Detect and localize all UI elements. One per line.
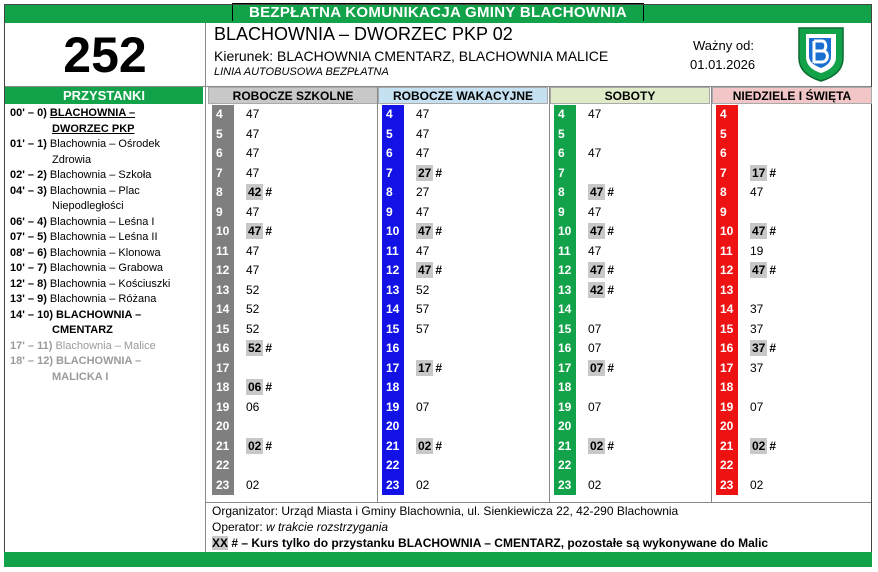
stop-name: Blachownia – Grabowa: [49, 262, 164, 274]
minute-highlighted: 37: [752, 341, 766, 355]
minute-cell: [416, 261, 442, 281]
hour-cell: 19: [554, 398, 576, 418]
stop-name: CMENTARZ: [52, 324, 113, 336]
minute-highlighted: 52: [248, 341, 262, 355]
hour-cell: 12: [716, 261, 738, 281]
hour-cell: 23: [716, 476, 738, 496]
hash-marker: #: [435, 224, 443, 238]
stop-item: [10, 323, 204, 339]
minute-highlighted: 02: [248, 438, 262, 453]
stop-item: [10, 168, 204, 184]
minute-cell: 47: [246, 126, 260, 141]
hour-cell: 14: [212, 300, 234, 320]
minute-highlighted: 47: [752, 224, 766, 238]
minute-cell: 47: [588, 107, 602, 121]
minute-highlighted: 06: [248, 380, 262, 394]
hash-marker: #: [607, 224, 615, 238]
minute-cell: 47: [246, 204, 260, 219]
hour-cell: 10: [212, 222, 234, 242]
column-header: SOBOTY: [550, 87, 710, 104]
stop-code: 01' – 1): [10, 138, 50, 150]
hour-cell: 4: [212, 105, 234, 125]
hour-cell: 13: [716, 281, 738, 301]
stop-item: [10, 122, 204, 138]
minute-cell: 37: [750, 360, 764, 375]
hour-cell: 5: [382, 125, 404, 145]
stops-header: PRZYSTANKI: [5, 87, 203, 104]
minute-cell: 47: [246, 165, 260, 180]
stop-item: [10, 215, 204, 231]
hash-marker: #: [607, 438, 615, 453]
stop-code: [10, 323, 52, 339]
minute-highlighted: 47: [248, 224, 262, 238]
hour-cell: 15: [554, 320, 576, 340]
minute-cell: [246, 378, 272, 398]
hour-cell: 19: [716, 398, 738, 418]
hash-marker: #: [769, 165, 777, 180]
hour-cell: 23: [382, 476, 404, 496]
minute-cell: [416, 437, 442, 457]
operator-line: [212, 520, 388, 534]
hash-marker: #: [435, 263, 443, 277]
hour-cell: 6: [554, 144, 576, 164]
minute-cell: [588, 261, 614, 281]
hour-cell: 10: [716, 222, 738, 242]
hour-cell: 17: [382, 359, 404, 379]
hour-cell: 20: [382, 417, 404, 437]
hour-cell: 12: [212, 261, 234, 281]
minute-cell: 02: [750, 477, 764, 492]
minute-cell: [750, 437, 776, 457]
hour-cell: 13: [554, 281, 576, 301]
hour-cell: 12: [554, 261, 576, 281]
minute-highlighted: 47: [590, 263, 604, 277]
hour-cell: 7: [716, 164, 738, 184]
stop-name: BLACHOWNIA –: [56, 308, 142, 321]
stop-item: [10, 339, 204, 355]
minute-cell: 47: [588, 204, 602, 219]
hour-cell: 11: [382, 242, 404, 262]
route-title: BLACHOWNIA – DWORZEC PKP 02: [214, 24, 513, 44]
hour-cell: 21: [212, 437, 234, 457]
stop-name: Blachownia – Kościuszki: [49, 277, 171, 290]
minute-cell: 47: [588, 243, 602, 258]
minute-cell: [416, 164, 442, 184]
hour-cell: 6: [212, 144, 234, 164]
stops-list: [10, 106, 204, 385]
hour-cell: 16: [554, 339, 576, 359]
operator-value: w trakcie rozstrzygania: [266, 520, 389, 534]
minute-cell: 19: [750, 243, 764, 258]
hour-cell: 16: [382, 339, 404, 359]
hour-cell: 9: [382, 203, 404, 223]
stop-code: [10, 370, 52, 386]
hash-marker: #: [265, 185, 273, 199]
hour-cell: 18: [382, 378, 404, 398]
minute-cell: 57: [416, 321, 430, 336]
stop-code: 06' – 4): [10, 215, 50, 228]
hour-cell: 14: [716, 300, 738, 320]
column-divider: [377, 87, 378, 502]
stop-item: [10, 370, 204, 386]
hour-cell: 17: [212, 359, 234, 379]
minute-cell: 07: [750, 399, 764, 414]
minute-highlighted: 02: [752, 438, 766, 453]
stop-code: [10, 153, 52, 169]
legend-note: [212, 536, 768, 550]
stop-code: 13' – 9): [10, 293, 50, 305]
hour-cell: 22: [716, 456, 738, 476]
minute-cell: [588, 183, 614, 203]
minute-cell: [750, 164, 776, 184]
minute-cell: 27: [416, 185, 430, 199]
hour-cell: 10: [554, 222, 576, 242]
stop-code: 08' – 6): [10, 246, 50, 259]
hour-cell: 17: [554, 359, 576, 379]
minute-cell: 47: [416, 146, 430, 160]
stop-item: [10, 277, 204, 293]
minute-cell: 37: [750, 302, 764, 316]
minute-highlighted: 02: [418, 438, 432, 453]
hash-marker: #: [607, 360, 615, 375]
minute-cell: [588, 359, 614, 379]
municipality-crest-icon: [797, 26, 845, 82]
minute-cell: 07: [588, 399, 602, 414]
hash-marker: #: [769, 438, 777, 453]
hour-cell: 4: [382, 105, 404, 125]
legend-marker: XX: [212, 536, 229, 550]
stop-name: Blachownia – Różana: [49, 293, 157, 305]
minute-cell: 02: [246, 477, 260, 492]
column-header: ROBOCZE WAKACYJNE: [378, 87, 548, 104]
minute-cell: [750, 261, 776, 281]
hour-cell: 23: [554, 476, 576, 496]
hour-cell: 21: [716, 437, 738, 457]
organizer-text: Organizator: Urząd Miasta i Gminy Blachownia, ul. Sienkiewicza 22, 42-290 Blachownia: [212, 504, 679, 518]
minute-cell: [588, 437, 614, 457]
hour-cell: 22: [212, 456, 234, 476]
stop-item: [10, 246, 204, 262]
stop-item: [10, 230, 204, 246]
hour-cell: 15: [382, 320, 404, 340]
stop-code: 10' – 7): [10, 262, 50, 274]
hour-cell: 9: [212, 203, 234, 223]
hour-cell: 14: [554, 300, 576, 320]
minute-cell: 47: [246, 107, 260, 121]
hour-cell: 19: [382, 398, 404, 418]
minute-cell: 06: [246, 399, 260, 414]
column-header: NIEDZIELE I ŚWIĘTA: [712, 87, 872, 104]
hash-marker: #: [607, 282, 615, 297]
hour-cell: 8: [212, 183, 234, 203]
stop-name: BLACHOWNIA –: [56, 355, 142, 367]
stop-code: 12' – 8): [10, 277, 50, 290]
hour-cell: 13: [382, 281, 404, 301]
stop-name: Blachownia – Malice: [55, 339, 156, 352]
minute-cell: [416, 359, 442, 379]
stop-code: 14' – 10): [10, 308, 57, 321]
minute-cell: 47: [416, 204, 430, 219]
stop-code: [10, 122, 52, 138]
hour-cell: 20: [554, 417, 576, 437]
stop-name: MALICKA I: [52, 370, 109, 383]
hour-cell: 12: [382, 261, 404, 281]
hour-cell: 5: [716, 125, 738, 145]
stop-item: [10, 153, 204, 169]
line-number: 252: [63, 27, 147, 83]
hash-marker: #: [769, 224, 777, 238]
column-divider: [711, 87, 712, 502]
hour-cell: 17: [716, 359, 738, 379]
minute-cell: 52: [416, 282, 430, 297]
minute-highlighted: 47: [418, 224, 432, 238]
stop-item: [10, 308, 204, 324]
minute-cell: 02: [416, 477, 430, 492]
hash-marker: #: [607, 263, 615, 277]
stop-name: Blachownia – Klonowa: [49, 246, 161, 259]
minute-cell: 47: [246, 263, 260, 277]
minute-cell: 52: [246, 321, 260, 336]
hash-marker: #: [265, 224, 273, 238]
hour-cell: 11: [716, 242, 738, 262]
minute-cell: 47: [416, 243, 430, 258]
minute-highlighted: 07: [590, 360, 604, 375]
stop-item: [10, 354, 204, 370]
stop-code: 02' – 2): [10, 169, 50, 181]
minute-cell: [246, 222, 272, 242]
stop-name: Zdrowia: [52, 153, 92, 166]
stop-item: [10, 106, 204, 122]
hour-cell: 16: [716, 339, 738, 359]
minute-highlighted: 27: [418, 165, 432, 180]
stop-item: [10, 184, 204, 200]
hour-cell: 4: [554, 105, 576, 125]
hour-cell: 6: [382, 144, 404, 164]
minute-cell: 47: [750, 185, 764, 199]
hour-cell: 21: [382, 437, 404, 457]
hour-cell: 9: [716, 203, 738, 223]
hour-cell: 13: [212, 281, 234, 301]
hour-cell: 22: [382, 456, 404, 476]
minute-cell: [246, 183, 272, 203]
hour-cell: 20: [716, 417, 738, 437]
minute-cell: 52: [246, 282, 260, 297]
minute-cell: [246, 437, 272, 457]
stop-item: [10, 199, 204, 215]
minute-highlighted: 47: [418, 263, 432, 277]
hour-cell: 5: [212, 125, 234, 145]
minute-cell: [750, 339, 776, 359]
stop-item: [10, 261, 204, 277]
hour-cell: 21: [554, 437, 576, 457]
hour-cell: 18: [554, 378, 576, 398]
hash-marker: #: [769, 263, 777, 277]
stop-name: Blachownia – Ośrodek: [49, 138, 160, 150]
hash-marker: #: [265, 438, 273, 453]
minute-cell: 02: [588, 477, 602, 492]
hash-marker: #: [265, 341, 273, 355]
valid-from-date: 01.01.2026: [690, 57, 756, 72]
minute-highlighted: 47: [590, 185, 604, 199]
minute-highlighted: 42: [248, 185, 262, 199]
banner-title: BEZPŁATNA KOMUNIKACJA GMINY BLACHOWNIA: [232, 3, 644, 21]
minute-cell: 57: [416, 302, 430, 316]
footer-divider: [205, 502, 871, 503]
minute-cell: 47: [588, 146, 602, 160]
hash-marker: #: [769, 341, 777, 355]
stop-code: 18' – 12): [10, 355, 57, 367]
hour-cell: 7: [212, 164, 234, 184]
hour-cell: 18: [212, 378, 234, 398]
stop-code: 07' – 5): [10, 231, 50, 243]
stop-code: [10, 199, 52, 215]
hour-cell: 7: [382, 164, 404, 184]
hour-cell: 9: [554, 203, 576, 223]
column-divider: [549, 87, 550, 502]
hour-cell: 15: [716, 320, 738, 340]
minute-highlighted: 17: [418, 360, 432, 375]
minute-cell: [588, 222, 614, 242]
hour-cell: 5: [554, 125, 576, 145]
minute-cell: [416, 222, 442, 242]
minute-cell: 07: [588, 341, 602, 355]
minute-cell: [750, 222, 776, 242]
hour-cell: 10: [382, 222, 404, 242]
minute-cell: 37: [750, 321, 764, 336]
stop-item: [10, 137, 204, 153]
hour-cell: 16: [212, 339, 234, 359]
hour-cell: 4: [716, 105, 738, 125]
minute-highlighted: 47: [752, 263, 766, 277]
hour-cell: 11: [554, 242, 576, 262]
bottom-banner-bar: [4, 552, 872, 567]
hour-cell: 18: [716, 378, 738, 398]
stop-name: Blachownia – Plac: [49, 184, 140, 197]
stop-code: 04' – 3): [10, 184, 50, 197]
stop-name: Blachownia – Leśna I: [49, 215, 155, 228]
hash-marker: #: [265, 380, 273, 394]
hour-cell: 20: [212, 417, 234, 437]
stop-name: Niepodległości: [52, 200, 124, 212]
hour-cell: 19: [212, 398, 234, 418]
hour-cell: 14: [382, 300, 404, 320]
hash-marker: #: [607, 185, 615, 199]
minute-cell: 47: [416, 126, 430, 141]
hour-cell: 23: [212, 476, 234, 496]
hash-marker: #: [435, 438, 443, 453]
hour-cell: 6: [716, 144, 738, 164]
legend-text: # – Kurs tylko do przystanku BLACHOWNIA – CMENTARZ, pozostałe są wykonywane do Malic: [228, 536, 769, 550]
hour-cell: 22: [554, 456, 576, 476]
stop-name: BLACHOWNIA –: [49, 107, 136, 119]
hour-cell: 8: [716, 183, 738, 203]
minute-highlighted: 02: [590, 438, 604, 453]
direction-text: Kierunek: BLACHOWNIA CMENTARZ, BLACHOWNIA MALICE: [214, 48, 609, 64]
minute-cell: 47: [246, 146, 260, 160]
stop-name: Blachownia – Leśna II: [49, 231, 158, 243]
left-divider: [205, 23, 206, 552]
stop-code: 00' – 0): [10, 107, 50, 119]
column-header: ROBOCZE SZKOLNE: [208, 87, 378, 104]
minute-cell: 07: [416, 399, 430, 414]
minute-cell: [246, 339, 272, 359]
minute-cell: 52: [246, 302, 260, 316]
stop-name: Blachownia – Szkoła: [49, 169, 152, 181]
line-type: LINIA AUTOBUSOWA BEZPŁATNA: [214, 66, 389, 78]
hash-marker: #: [435, 165, 443, 180]
minute-cell: 47: [416, 107, 430, 121]
hour-cell: 7: [554, 164, 576, 184]
stop-item: [10, 292, 204, 308]
operator-label: Operator:: [212, 520, 267, 534]
hour-cell: 8: [554, 183, 576, 203]
stop-name: DWORZEC PKP: [52, 122, 135, 135]
hour-cell: 15: [212, 320, 234, 340]
minute-highlighted: 47: [590, 224, 604, 238]
valid-from-label: Ważny od:: [693, 38, 754, 53]
hash-marker: #: [435, 360, 443, 375]
stop-code: 17' – 11): [10, 339, 56, 352]
minute-cell: 07: [588, 321, 602, 336]
minute-cell: 47: [246, 243, 260, 258]
minute-cell: [588, 281, 614, 301]
hour-cell: 8: [382, 183, 404, 203]
minute-highlighted: 17: [752, 165, 766, 180]
hour-cell: 11: [212, 242, 234, 262]
minute-highlighted: 42: [590, 282, 604, 297]
